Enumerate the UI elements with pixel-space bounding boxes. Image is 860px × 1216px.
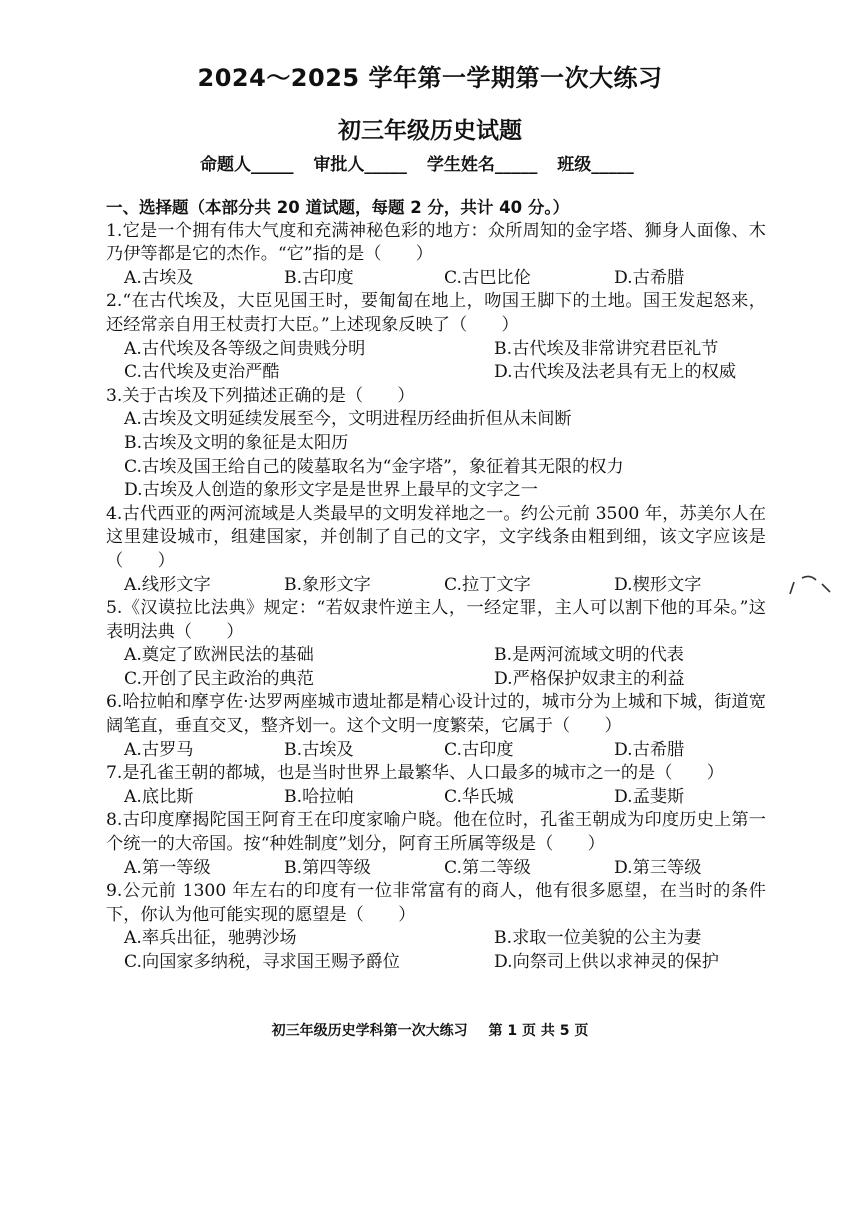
option-a: A.古埃及文明延续发展至今，文明进程历经曲折但从未间断 — [124, 409, 572, 430]
question-5 — [106, 597, 766, 691]
option-c: C.华氏城 — [444, 786, 514, 807]
option-row — [106, 739, 766, 763]
option-c: C.向国家多纳税，寻求国王赐予爵位 — [124, 952, 400, 972]
option-c: C.古埃及国王给自己的陵墓取名为“金字塔”，象征着其无限的权力 — [124, 456, 624, 477]
question-7 — [106, 762, 766, 809]
option-b: B.哈拉帕 — [284, 786, 354, 807]
option-d: D.向祭司上供以求神灵的保护 — [494, 952, 719, 972]
footer-page-number: 第 1 页 共 5 页 — [488, 1023, 589, 1039]
option-d: D.严格保护奴隶主的利益 — [494, 668, 685, 689]
question-2 — [106, 290, 766, 384]
option-a: A.奠定了欧洲民法的基础 — [124, 645, 314, 666]
section-heading: 一、选择题（本部分共 20 道试题，每题 2 分，共计 40 分。） — [106, 198, 570, 217]
question-stem: 8.古印度摩揭陀国王阿育王在印度家喻户晓。他在位时，孔雀王朝成为印度历史上第一个统一的大帝国。按“种姓制度”划分，阿育王所属等级是（ ） — [106, 810, 766, 855]
option-row — [106, 857, 766, 881]
option-d: D.古希腊 — [614, 739, 685, 760]
exam-title: 2024～2025 学年第一学期第一次大练习 — [197, 64, 663, 92]
option-c: C.古印度 — [444, 739, 514, 760]
option-a: A.底比斯 — [124, 786, 194, 807]
option-grid — [106, 338, 766, 385]
option-a: A.古代埃及各等级之间贵贱分明 — [124, 338, 366, 359]
option-c: C.开创了民主政治的典范 — [124, 668, 314, 689]
question-stem: 7.是孔雀王朝的都城，也是当时世界上最繁华、人口最多的城市之一的是（ ） — [106, 763, 724, 784]
question-stem: 9.公元前 1300 年左右的印度有一位非常富有的商人，他有很多愿望，在当时的条件下，你认为他可能实现的愿望是（ ） — [106, 881, 766, 925]
exam-meta — [200, 150, 648, 175]
option-row — [106, 786, 766, 810]
option-d: D.古希腊 — [614, 267, 685, 288]
option-a: A.第一等级 — [124, 857, 211, 878]
option-b: B.象形文字 — [284, 574, 371, 595]
page-footer — [0, 1020, 860, 1040]
question-8 — [106, 809, 766, 880]
option-d: D.古代埃及法老具有无上的权威 — [494, 362, 737, 383]
option-column — [106, 408, 766, 502]
exam-subtitle: 初三年级历史试题 — [338, 118, 522, 144]
option-b: B.古埃及文明的象征是太阳历 — [124, 432, 349, 453]
option-c: C.拉丁文字 — [444, 574, 531, 595]
question-stem: 6.哈拉帕和摩亨佐·达罗两座城市遗址都是精心设计过的，城市分为上城和下城，街道宽阔笔直，垂直交叉，整齐划一。这个文明一度繁荣，它属于（ ） — [106, 692, 766, 737]
meta-student-name: 学生姓名_____ — [426, 155, 538, 175]
option-a: A.线形文字 — [124, 574, 211, 595]
meta-approver: 审批人_____ — [313, 155, 407, 175]
question-4 — [106, 503, 766, 597]
option-c: C.第二等级 — [444, 857, 531, 878]
question-stem: 3.关于古埃及下列描述正确的是（ ） — [106, 385, 415, 406]
question-stem: 4.古代西亚的两河流域是人类最早的文明发祥地之一。约公元前 3500 年，苏美尔人在这里建设城市，组建国家，并创制了自己的文字，文字线条由粗到细，该文字应该是（ ） — [106, 503, 766, 571]
option-a: A.古罗马 — [124, 739, 194, 760]
option-a: A.率兵出征，驰骋沙场 — [124, 928, 297, 949]
option-d: D.古埃及人创造的象形文字是是世界上最早的文字之一 — [124, 480, 538, 501]
option-a: A.古埃及 — [124, 267, 194, 288]
option-d: D.孟斐斯 — [614, 786, 685, 807]
meta-setter: 命题人_____ — [200, 155, 294, 175]
option-b: B.古埃及 — [284, 739, 354, 760]
pencil-mark-icon — [786, 572, 836, 598]
footer-subject: 初三年级历史学科第一次大练习 — [271, 1023, 468, 1039]
option-b: B.求取一位美貌的公主为妻 — [494, 928, 702, 949]
option-b: B.古印度 — [284, 267, 354, 288]
question-6 — [106, 691, 766, 762]
option-d: D.楔形文字 — [614, 574, 702, 595]
question-list — [106, 196, 766, 975]
option-c: C.古巴比伦 — [444, 267, 531, 288]
option-row — [106, 574, 766, 598]
question-1 — [106, 220, 766, 291]
option-c: C.古代埃及吏治严酷 — [124, 362, 280, 383]
question-9 — [106, 880, 766, 974]
option-b: B.古代埃及非常讲究君臣礼节 — [494, 338, 719, 359]
question-stem: 1.它是一个拥有伟大气度和充满神秘色彩的地方：众所周知的金字塔、狮身人面像、木乃伊等都是它的杰作。“它”指的是（ ） — [106, 220, 766, 265]
option-grid — [106, 644, 766, 691]
question-stem: 5.《汉谟拉比法典》规定：“若奴隶忤逆主人，一经定罪，主人可以割下他的耳朵。”这表明法典（ ） — [106, 598, 766, 642]
option-b: B.是两河流域文明的代表 — [494, 645, 684, 666]
option-b: B.第四等级 — [284, 857, 371, 878]
question-3 — [106, 385, 766, 503]
meta-class: 班级_____ — [557, 155, 634, 175]
option-row — [106, 267, 766, 291]
option-d: D.第三等级 — [614, 857, 702, 878]
question-stem: 2.“在古代埃及，大臣见国王时，要匍匐在地上，吻国王脚下的土地。国王发起怒来，还经常亲自用王杖责打大臣。”上述现象反映了（ ） — [106, 291, 766, 335]
option-grid — [106, 927, 766, 974]
